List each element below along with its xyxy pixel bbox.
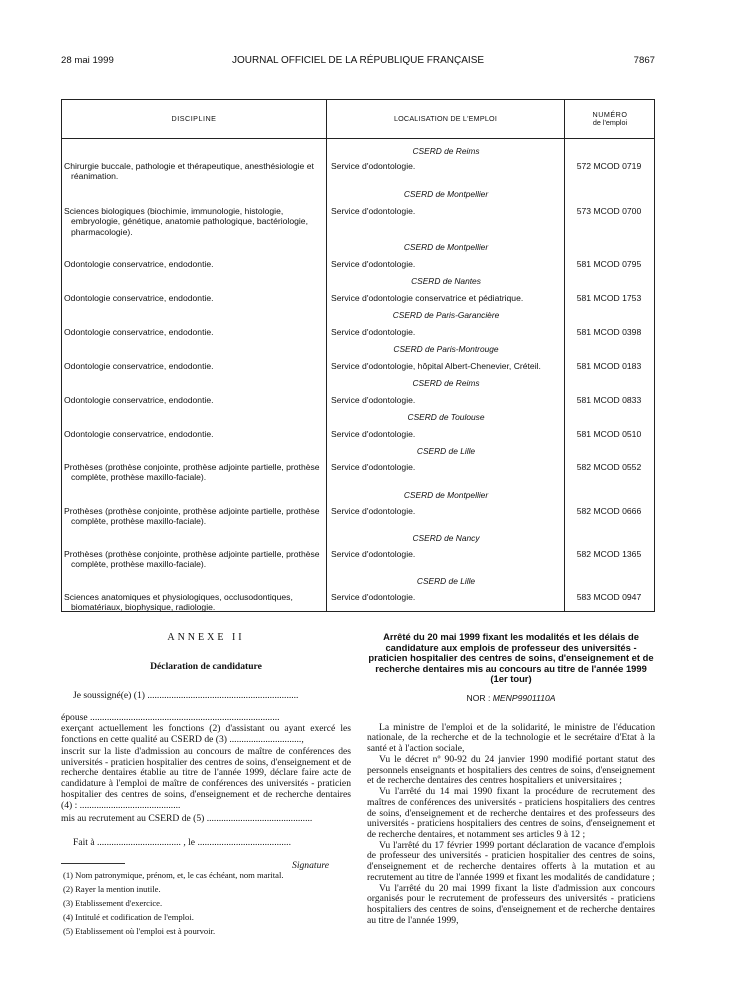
localisation-cell: Service d'odontologie. [331, 506, 416, 516]
cserd-label: CSERD de Reims [412, 146, 480, 156]
cserd-label: CSERD de Lille [416, 576, 476, 586]
arrete-paragraph: Vu l'arrêté du 20 mai 1999 fixant la liste d'admission aux concours organisés pour le recrutement de professeurs des universités - praticiens hospitaliers des centres de soins, d'enseignement et de recherche dentaires au titre de l'année 1999, [367, 882, 655, 926]
signature-label: Signature [292, 860, 329, 871]
numero-cell: 581 MCOD 0795 [576, 259, 642, 269]
discipline-cell: Prothèses (prothèse conjointe, prothèse adjointe partielle, prothèse complète, prothèse maxillo-faciale). [64, 549, 320, 570]
nor-reference [367, 693, 655, 703]
discipline-cell: Sciences biologiques (biochimie, immunologie, histologie, embryologie, génétique, anatomie pathologique, bactériologie, pharmacologie). [64, 206, 308, 237]
numero-cell: 572 MCOD 0719 [576, 161, 642, 171]
col-numero-label: NUMÉRO [592, 109, 628, 119]
discipline-cell: Prothèses (prothèse conjointe, prothèse adjointe partielle, prothèse complète, prothèse maxillo-faciale). [64, 462, 320, 483]
localisation-cell: Service d'odontologie. [331, 259, 416, 269]
fait-line: Fait à ................................... , le ....................................... [73, 837, 291, 848]
discipline-cell: Odontologie conservatrice, endodontie. [64, 361, 214, 371]
discipline-cell: Odontologie conservatrice, endodontie. [64, 293, 214, 303]
annexe-title: ANNEXE II [167, 632, 245, 643]
cserd-label: CSERD de Toulouse [407, 412, 485, 422]
footnote-rule [61, 863, 125, 864]
candidature-paragraph: inscrit sur la liste d'admission au concours de maître de conférences des universités - praticien hospitalier des centres de soins, d'enseignement et de recherche dentaires établie au titre de l'année 1999, déclare faire acte de candidature à l'emploi de maître de conférences des universités - praticien hospitalier des centres de soins, d'enseignement et de recherche dentaires (4) : .......................................... [61, 746, 351, 811]
numero-cell: 582 MCOD 1365 [576, 549, 642, 559]
numero-cell: 581 MCOD 0398 [576, 327, 642, 337]
col-numero-sublabel: de l'emploi [592, 118, 628, 127]
arrete-title: Arrêté du 20 mai 1999 fixant les modalités et les délais de candidature aux emplois de professeur des universités - praticien hospitalier des centres de soins, d'enseignement et de recherche dentaires mis au concours au titre de l'année 1999 (1er tour) [368, 631, 654, 685]
discipline-cell: Prothèses (prothèse conjointe, prothèse adjointe partielle, prothèse complète, prothèse maxillo-faciale). [64, 506, 320, 527]
discipline-cell: Odontologie conservatrice, endodontie. [64, 429, 214, 439]
numero-cell: 581 MCOD 0510 [576, 429, 642, 439]
localisation-cell: Service d'odontologie. [331, 429, 416, 439]
numero-cell: 581 MCOD 0833 [576, 395, 642, 405]
cserd-label: CSERD de Montpellier [403, 242, 489, 252]
arrete-section [367, 632, 655, 927]
arrete-paragraph: La ministre de l'emploi et de la solidarité, le ministre de l'éducation nationale, de la recherche et de la technologie et le secrétaire d'Etat à la santé et à l'action sociale, [367, 721, 655, 755]
journal-title: JOURNAL OFFICIEL DE LA RÉPUBLIQUE FRANÇAISE [231, 55, 485, 66]
table-header [62, 100, 654, 139]
footnote: (2) Rayer la mention inutile. [63, 884, 161, 894]
numero-cell: 582 MCOD 0552 [576, 462, 642, 472]
page-header [61, 55, 655, 69]
discipline-cell: Odontologie conservatrice, endodontie. [64, 259, 214, 269]
annexe-section [61, 632, 351, 871]
localisation-cell: Service d'odontologie conservatrice et pédiatrique. [331, 293, 524, 303]
numero-cell: 583 MCOD 0947 [576, 592, 642, 602]
discipline-cell: Odontologie conservatrice, endodontie. [64, 395, 214, 405]
numero-cell: 582 MCOD 0666 [576, 506, 642, 516]
footnote: (4) Intitulé et codification de l'emploi. [63, 912, 194, 922]
cserd-label: CSERD de Lille [416, 446, 476, 456]
footnote: (1) Nom patronymique, prénom, et, le cas échéant, nom marital. [63, 870, 284, 880]
col-localisation-header: LOCALISATION DE L'EMPLOI [393, 113, 498, 123]
localisation-cell: Service d'odontologie. [331, 395, 416, 405]
discipline-cell: Odontologie conservatrice, endodontie. [64, 327, 214, 337]
cserd-label: CSERD de Nancy [412, 533, 480, 543]
emplois-table [61, 99, 655, 612]
epouse-line: épouse ............................................................................... [61, 712, 280, 723]
localisation-cell: Service d'odontologie. [331, 549, 416, 559]
soussigne-line: Je soussigné(e) (1) ............................................................... [73, 690, 299, 701]
nor-value: MENP9901110A [492, 692, 556, 703]
localisation-cell: Service d'odontologie. [331, 592, 416, 602]
fonctions-paragraph: exerçant actuellement les fonctions (2) d'assistant ou ayant exercé les fonctions en cette qualité au CSERD de (3) .............................., [61, 723, 351, 745]
cserd-label: CSERD de Reims [412, 378, 480, 388]
localisation-cell: Service d'odontologie. [331, 327, 416, 337]
cserd-label: CSERD de Montpellier [403, 490, 489, 500]
localisation-cell: Service d'odontologie. [331, 206, 416, 216]
header-date: 28 mai 1999 [61, 55, 114, 66]
nor-label: NOR : [466, 692, 491, 703]
localisation-cell: Service d'odontologie, hôpital Albert-Chenevier, Créteil. [331, 361, 541, 371]
footnote: (5) Etablissement où l'emploi est à pourvoir. [63, 926, 216, 936]
arrete-body [367, 723, 655, 927]
arrete-paragraph: Vu l'arrêté du 17 février 1999 portant déclaration de vacance d'emplois de professeur des universités - praticien hospitalier des centres de soins, d'enseignement et de recherche dentaires offerts à la mutation et au recrutement au titre de l'année 1999 et fixant les modalités de candidature ; [367, 839, 655, 883]
recrutement-line: mis au recrutement au CSERD de (5) ............................................ [61, 813, 313, 824]
cserd-label: CSERD de Paris-Garancière [392, 310, 500, 320]
arrete-paragraph: Vu l'arrêté du 14 mai 1990 fixant la procédure de recrutement des maîtres de conférences des universités - praticiens hospitaliers des centres de soins, d'enseignement et de recherche dentaires et des professeurs des universités - praticiens hospitaliers des centres de soins, d'enseignement et de recherche dentaires, et notamment ses articles 9 à 12 ; [367, 786, 655, 840]
discipline-cell: Sciences anatomiques et physiologiques, occlusodontiques, biomatériaux, biophysique, radiologie. [64, 592, 293, 613]
cserd-label: CSERD de Nantes [411, 276, 481, 286]
footnote: (3) Etablissement d'exercice. [63, 898, 163, 908]
cserd-label: CSERD de Montpellier [403, 189, 489, 199]
localisation-cell: Service d'odontologie. [331, 161, 416, 171]
numero-cell: 573 MCOD 0700 [576, 206, 642, 216]
localisation-cell: Service d'odontologie. [331, 462, 416, 472]
col-numero-header [565, 100, 655, 138]
discipline-cell: Chirurgie buccale, pathologie et thérapeutique, anesthésiologie et réanimation. [64, 161, 314, 182]
numero-cell: 581 MCOD 0183 [576, 361, 642, 371]
column-divider [564, 100, 565, 611]
page-number: 7867 [633, 55, 655, 66]
cserd-label: CSERD de Paris-Montrouge [393, 344, 499, 354]
col-discipline-header: DISCIPLINE [171, 113, 217, 123]
annexe-subtitle: Déclaration de candidature [150, 661, 262, 672]
numero-cell: 581 MCOD 1753 [576, 293, 642, 303]
arrete-paragraph: Vu le décret nº 90-92 du 24 janvier 1990 modifié portant statut des personnels enseignants et hospitaliers des centres de soins, d'enseignement et de recherche dentaires des centres hospitaliers et universitaires ; [367, 753, 655, 787]
